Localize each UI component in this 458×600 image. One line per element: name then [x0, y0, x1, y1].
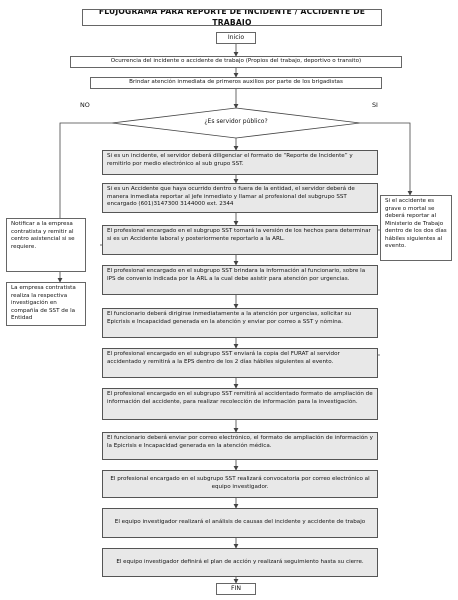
step-primeros-auxilios: Brindar atención inmediata de primeros auxilios por parte de los brigadistas	[90, 77, 382, 89]
step-incidente: Si es un incidente, el servidor deberá diligenciar el formato de “Reporte de Incidente” y remitirlo por medio electrónico al sub grupo SST.	[102, 150, 378, 175]
step-accidente: Si es un Accidente que haya ocurrido dentro o fuera de la entidad, el servidor deberá de manera inmediata reportar al jefe inmediato y llamar al profesional del subgrupo SST encargado (601)3147300 3144000 ext. 2344	[102, 183, 378, 213]
side-contratista-investigacion: La empresa contratista realiza la respectiva investigación en compañía de SST de la Entidad	[6, 282, 86, 326]
side-accidente-grave: Si el accidente es grave o mortal se deberá reportar al Ministerio de Trabajo dentro de los dos días hábiles siguientes al evento.	[380, 195, 452, 261]
label-si: SI	[372, 101, 378, 109]
step-enviara-furat: El profesional encargado en el subgrupo SST enviará la copia del FURAT al servidor accidentado y remitirá a la EPS dentro de los 2 días hábiles siguientes al evento.	[102, 348, 378, 378]
side-notificar-contratista: Notificar a la empresa contratista y remitir al centro asistencial si se requiere.	[6, 218, 86, 272]
step-ips: El profesional encargado en el subgrupo SST brindara la información al funcionario, sobre la IPS de convenio indicada por la ARL a la cual debe asistir para atención por urgencias.	[102, 265, 378, 295]
step-enviar-correo: El funcionario deberá enviar por correo electrónico, el formato de ampliación de información y la Epicrisis e Incapacidad generada en la atención médica.	[102, 432, 378, 460]
page-title: FLUJOGRAMA PARA REPORTE DE INCIDENTE / ACCIDENTE DE TRABAJO	[82, 9, 382, 26]
step-ocurrencia: Ocurrencia del incidente o accidente de trabajo (Propios del trabajo, deportivo o transito)	[70, 56, 402, 68]
step-remitira-formato: El profesional encargado en el subgrupo SST remitirá al accidentado formato de ampliación de información del accidente, para realizar recolección de información para la investigación.	[102, 388, 378, 420]
step-convocatoria: El profesional encargado en el subgrupo SST realizará convocatoria por correo electrónico al equipo investigador.	[102, 470, 378, 498]
step-funcionario-urgencias: El funcionario deberá dirigirse inmediatamente a la atención por urgencias, solicitar su Epicrisis e Incapacidad generada en la atención y enviar por correo a SST y nómina.	[102, 308, 378, 338]
step-profesional-version: El profesional encargado en el subgrupo SST tomará la versión de los hechos para determinar si es un Accidente laboral y posteriormente reportarlo a la ARL.	[102, 225, 378, 255]
label-no: NO	[80, 101, 90, 109]
step-analisis: El equipo investigador realizará el análisis de causas del incidente y accidente de trabajo	[102, 508, 378, 538]
step-plan-accion: El equipo investigador definirá el plan de acción y realizará seguimiento hasta su cierre.	[102, 548, 378, 577]
step-fin: FIN	[216, 583, 256, 595]
step-inicio: Inicio	[216, 32, 256, 44]
decision-servidor-publico: ¿Es servidor público?	[204, 118, 268, 125]
